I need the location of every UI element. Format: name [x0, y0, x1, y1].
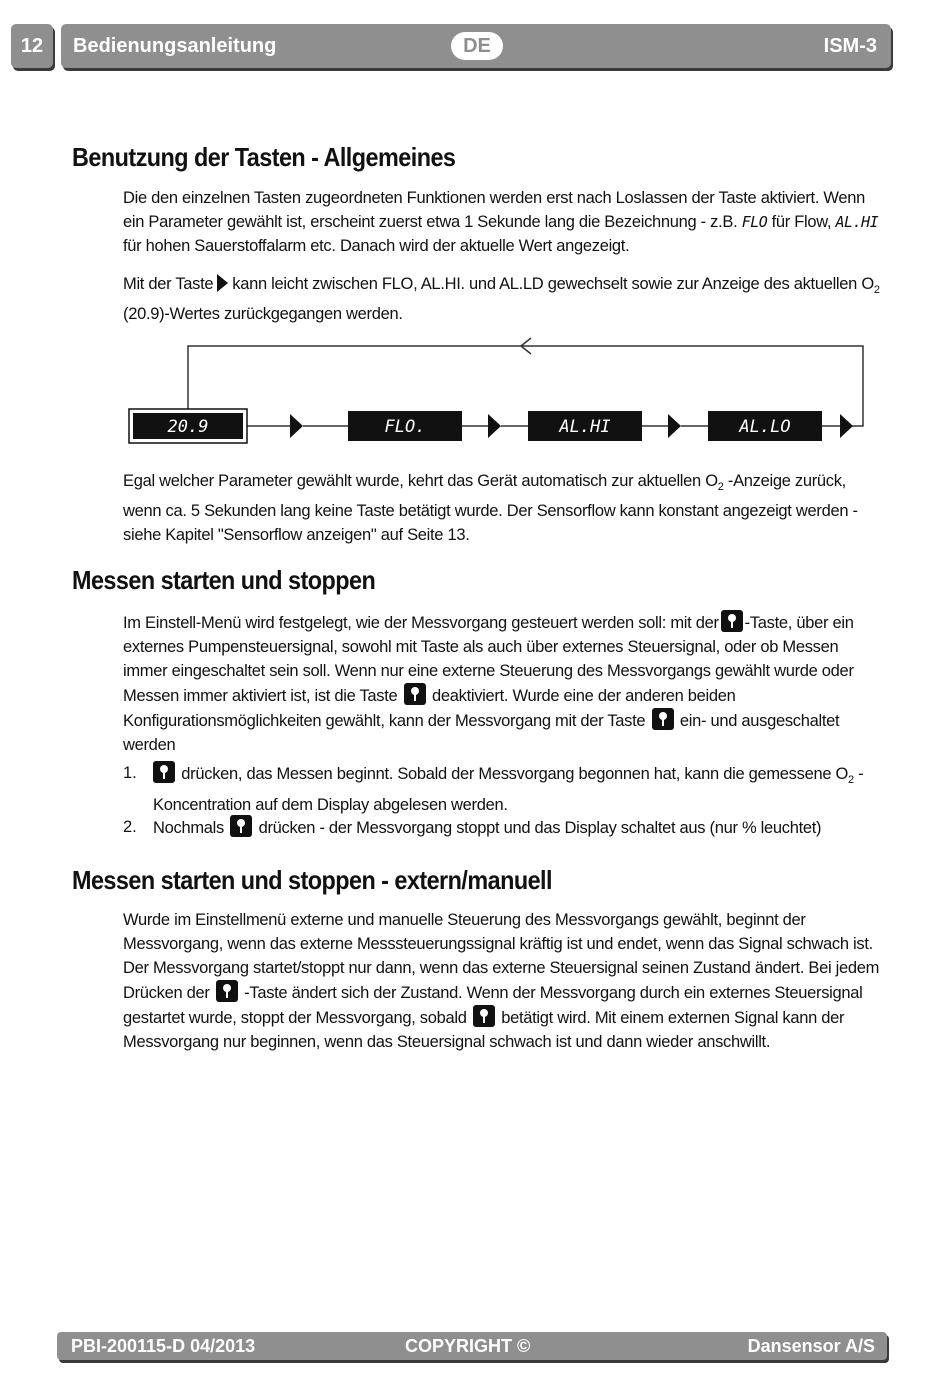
arrow-key-icon	[217, 274, 228, 292]
measure-key-icon	[721, 610, 743, 632]
measure-key-icon	[404, 683, 426, 705]
language-badge: DE	[451, 32, 503, 60]
page-number: 12	[20, 35, 44, 57]
text: ein- und ausgeschaltet werden	[123, 712, 840, 754]
text: für hohen Sauerstoffalarm etc. Danach wird der aktuelle Wert angezeigt.	[123, 237, 630, 255]
model-name: ISM-3	[823, 35, 877, 57]
text: Die den einzelnen Tasten zugeordneten Funktionen werden erst nach Loslassen der Taste aktiviert. Wenn ein Parameter gewählt ist, erscheint zuerst etwa 1 Sekunde lang die Bezeichnung - z.B.	[123, 189, 866, 231]
document-id: PBI-200115-D 04/2013	[71, 1336, 256, 1356]
text: Nochmals	[153, 819, 224, 837]
section-heading-measure: Messen starten und stoppen	[72, 565, 376, 595]
text: - Koncentration auf dem Display abgelesen werden.	[153, 765, 864, 814]
measure-key-icon	[473, 1005, 495, 1027]
display-cycle-diagram	[0, 330, 950, 450]
display-value-alhi: AL.HI	[559, 417, 611, 437]
text: Mit der Taste	[123, 275, 214, 293]
text: Egal welcher Parameter gewählt wurde, kehrt das Gerät automatisch zur aktuellen O	[123, 472, 718, 490]
measure-key-icon	[216, 980, 238, 1002]
measure-key-icon	[230, 815, 252, 837]
list-item-start	[153, 761, 883, 818]
page-number-box	[11, 24, 53, 68]
header-title: Bedienungsanleitung	[73, 35, 277, 57]
text: -Taste ändert sich der Zustand. Wenn der Messvorgang durch ein externes Steuersignal gestartet wurde, stoppt der Messvorgang, sobald	[123, 984, 863, 1027]
list-number: 1.	[123, 764, 137, 782]
paragraph-arrow-key	[123, 272, 883, 326]
text: drücken - der Messvorgang stoppt und das Display schaltet aus (nur % leuchtet)	[258, 819, 822, 837]
arrow-key-icon	[290, 414, 303, 438]
company-name: Dansensor A/S	[747, 1336, 875, 1356]
header-bar	[61, 24, 891, 68]
text: für Flow,	[771, 213, 832, 231]
arrow-key-icon	[840, 414, 853, 438]
measure-key-icon	[652, 708, 674, 730]
text: kann leicht zwischen FLO, AL.HI. und AL.LD gewechselt sowie zur Anzeige des aktuellen O	[232, 275, 874, 293]
section-heading-external: Messen starten und stoppen - extern/manuell	[72, 865, 552, 895]
paragraph-keys-intro	[123, 186, 883, 258]
lcd-text-flo: FLO	[741, 213, 768, 231]
text: -Anzeige zurück, wenn ca. 5 Sekunden lang keine Taste betätigt wurde. Der Sensorflow kann konstant angezeigt werden - siehe Kapitel "Sensorflow anzeigen" auf Seite 13.	[123, 472, 858, 544]
text: Wurde im Einstellmenü externe und manuelle Steuerung des Messvorgangs gewählt, beginnt der Messvorgang, wenn das externe Messsteuerungssignal kräftig ist und endet, wenn das Signal schwach ist. Der Messvorgang startet/stoppt nur dann, wenn das externe Steuersignal seinen Zustand ändert. Bei jedem Drücken der	[123, 911, 880, 1002]
text: Im Einstell-Menü wird festgelegt, wie der Messvorgang gesteuert werden soll: mit der	[123, 614, 719, 632]
list-item-stop	[153, 815, 883, 841]
text: -Taste, über ein externes Pumpensteuersignal, sowohl mit Taste als auch über externes Steuersignal, oder ob Messen immer eingeschaltet sein soll. Wenn nur eine externe Steuerung des Messvorgangs gewählt wurde oder Messen immer aktiviert ist, ist die Taste	[123, 614, 854, 705]
paragraph-auto-return	[123, 469, 883, 547]
copyright-notice: COPYRIGHT ©	[405, 1336, 531, 1356]
display-value-o2: 20.9	[167, 417, 209, 437]
text: betätigt wird. Mit einem externen Signal kann der Messvorgang nur beginnen, wenn das Steuersignal schwach ist und dann wieder anschwillt.	[123, 1009, 845, 1051]
text: deaktiviert. Wurde eine der anderen beiden Konfigurationsmöglichkeiten gewählt, kann der Messvorgang mit der Taste	[123, 687, 736, 730]
footer-bar	[57, 1332, 887, 1360]
display-value-flo: FLO.	[384, 417, 426, 437]
text: drücken, das Messen beginnt. Sobald der Messvorgang begonnen hat, kann die gemessene O	[181, 765, 849, 783]
paragraph-measure	[123, 610, 883, 757]
arrow-key-icon	[488, 414, 501, 438]
subscript: 2	[848, 774, 854, 786]
subscript: 2	[873, 284, 880, 296]
arrow-key-icon	[668, 414, 681, 438]
lcd-text-alhi: AL.HI	[835, 213, 879, 231]
display-value-allo: AL.LO	[739, 417, 791, 437]
subscript: 2	[717, 481, 724, 493]
section-heading-keys: Benutzung der Tasten - Allgemeines	[72, 142, 456, 172]
list-number: 2.	[123, 818, 137, 836]
measure-key-icon	[153, 761, 175, 783]
paragraph-external	[123, 908, 883, 1054]
text: (20.9)-Wertes zurückgegangen werden.	[123, 305, 403, 323]
